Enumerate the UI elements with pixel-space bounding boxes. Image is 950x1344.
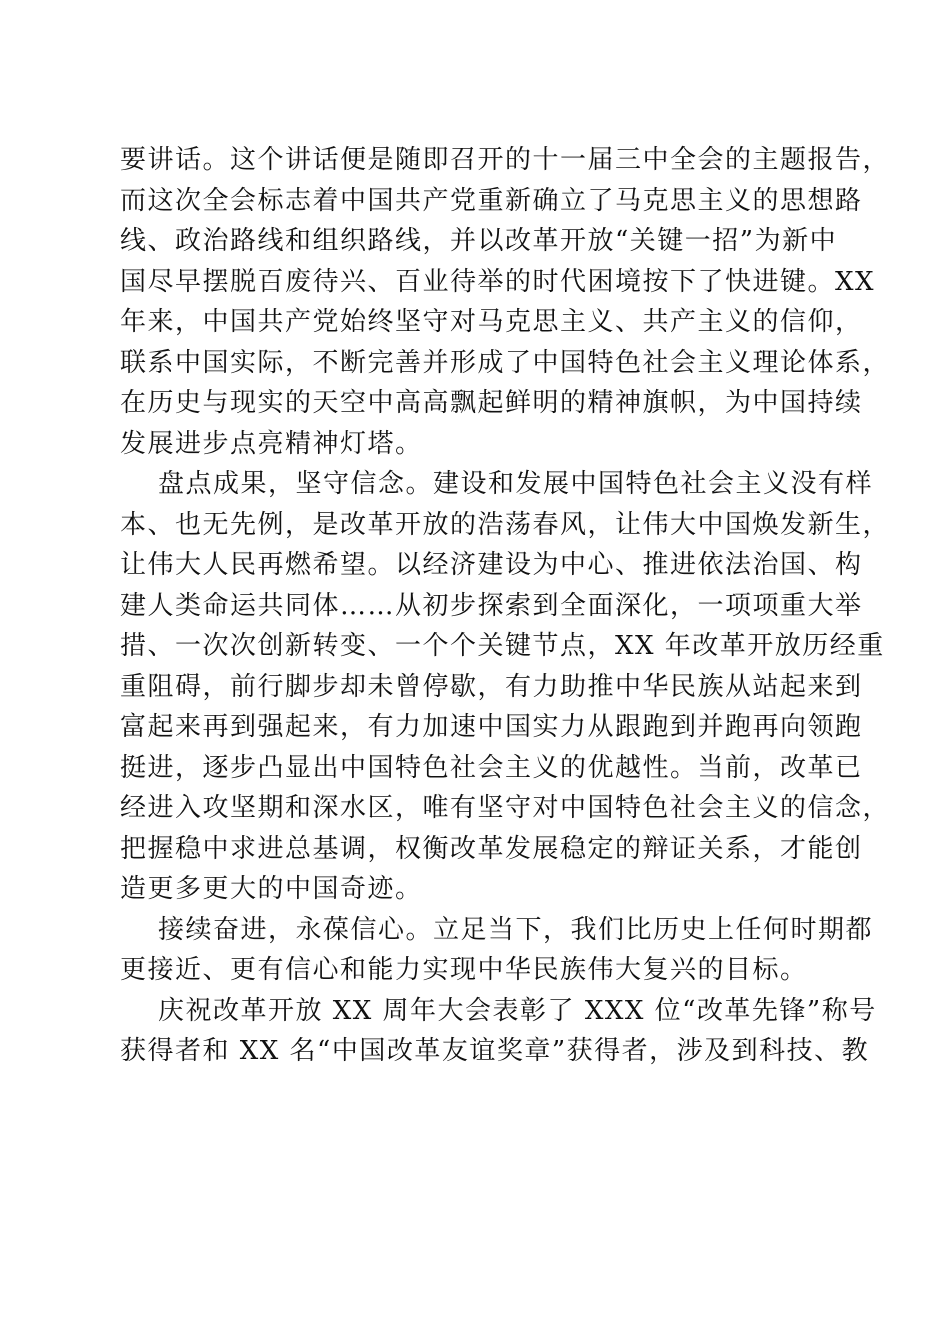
paragraph-start-line: 盘点成果，坚守信念。建设和发展中国特色社会主义没有样 (158, 469, 874, 499)
text-line: 建人类命运共同体……从初步探索到全面深化，一项项重大举 (120, 590, 863, 621)
text-line: 而这次全会标志着中国共产党重新确立了马克思主义的思想路 (120, 185, 863, 216)
text-line: 年来，中国共产党始终坚守对马克思主义、共产主义的信仰， (120, 307, 863, 337)
text-line: 重阻碍，前行脚步却未曾停歇，有力助推中华民族从站起来到 (120, 671, 863, 702)
text-line: 挺进，逐步凸显出中国特色社会主义的优越性。当前，改革已 (120, 752, 863, 783)
text-line: 造更多更大的中国奇迹。 (120, 874, 423, 904)
text-line: 经进入攻坚期和深水区，唯有坚守对中国特色社会主义的信念， (120, 793, 891, 823)
text-line: 获得者和 XX 名“中国改革友谊奖章”获得者，涉及到科技、教 (120, 1036, 870, 1066)
document-body (120, 140, 891, 1072)
text-line: 国尽早摆脱百废待兴、百业待举的时代困境按下了快进键。XX (120, 266, 876, 297)
text-line: 更接近、更有信心和能力实现中华民族伟大复兴的目标。 (120, 955, 808, 985)
text-line: 措、一次次创新转变、一个个关键节点，XX 年改革开放历经重 (120, 631, 885, 661)
text-line: 联系中国实际，不断完善并形成了中国特色社会主义理论体系， (120, 347, 891, 378)
text-line: 本、也无先例，是改革开放的浩荡春风，让伟大中国焕发新生， (120, 509, 891, 540)
text-line: 要讲话。这个讲话便是随即召开的十一届三中全会的主题报告， (120, 145, 891, 175)
paragraph-start-line: 庆祝改革开放 XX 周年大会表彰了 XXX 位“改革先锋”称号 (158, 995, 877, 1026)
paragraph-start-line: 接续奋进，永葆信心。立足当下，我们比历史上任何时期都 (158, 914, 874, 945)
text-line: 发展进步点亮精神灯塔。 (120, 428, 423, 459)
text-line: 线、政治路线和组织路线，并以改革开放“关键一招”为新中 (120, 226, 838, 256)
text-line: 把握稳中求进总基调，权衡改革发展稳定的辩证关系，才能创 (120, 833, 863, 864)
text-line: 富起来再到强起来，有力加速中国实力从跟跑到并跑再向领跑 (120, 712, 863, 742)
text-line: 在历史与现实的天空中高高飘起鲜明的精神旗帜，为中国持续 (120, 388, 863, 418)
text-line: 让伟大人民再燃希望。以经济建设为中心、推进依法治国、构 (120, 550, 863, 580)
